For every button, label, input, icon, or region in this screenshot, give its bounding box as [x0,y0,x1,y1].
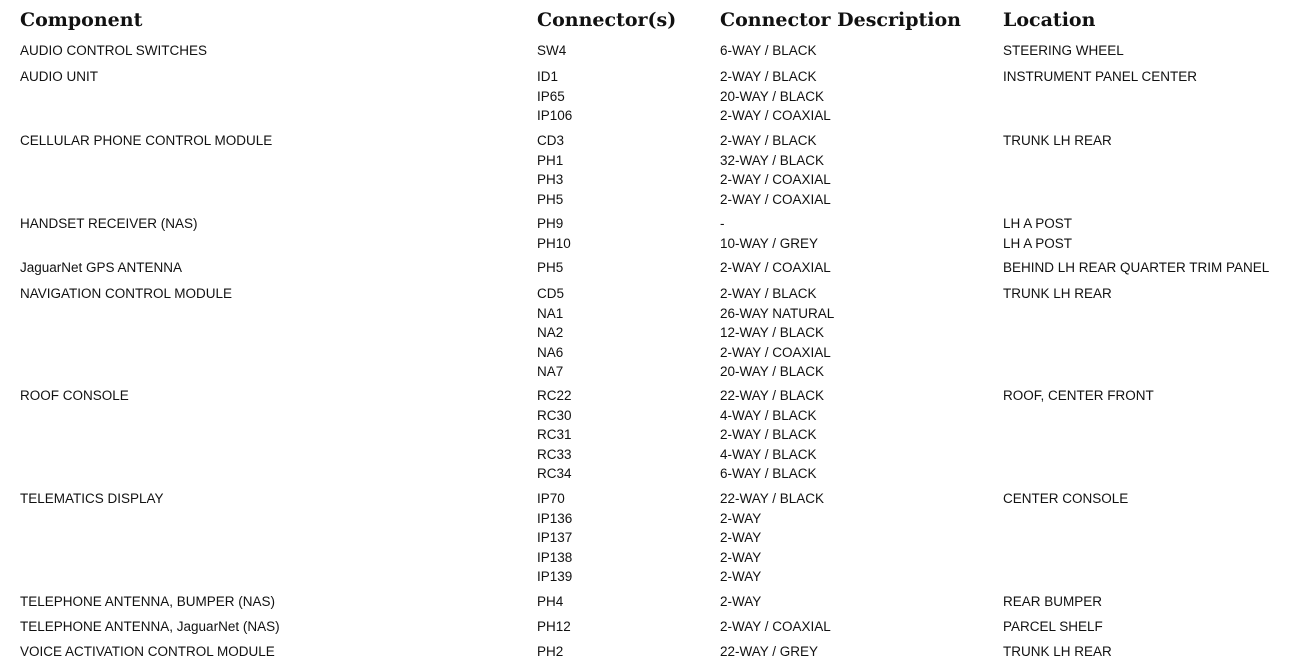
descriptions-value: 22-WAY / BLACK [720,388,825,403]
connectors-value: NA6 [537,344,564,360]
cell-component [20,258,182,278]
header-location: Location [1003,9,1096,31]
locations-value: BEHIND LH REAR QUARTER TRIM PANEL [1003,260,1270,275]
locations-value: CENTER CONSOLE [1003,491,1129,506]
cell-descriptions [720,284,834,382]
descriptions-value: 22-WAY / BLACK [720,491,825,506]
descriptions-value: 12-WAY / BLACK [720,325,825,340]
cell-locations [1003,386,1154,406]
cell-descriptions [720,258,831,278]
cell-descriptions [720,617,831,637]
component-name: TELEPHONE ANTENNA, JaguarNet (NAS) [20,619,280,634]
cell-component [20,617,280,637]
cell-connectors [537,258,563,278]
descriptions-value: - [720,216,725,231]
component-name: NAVIGATION CONTROL MODULE [20,286,233,301]
descriptions-value: 2-WAY / COAXIAL [720,108,831,123]
descriptions-value: 4-WAY / BLACK [720,446,817,462]
cell-locations [1003,489,1128,509]
cell-component [20,41,207,61]
descriptions-value: 2-WAY [720,510,762,526]
descriptions-value: 2-WAY [720,594,762,609]
cell-component [20,131,272,151]
descriptions-value: 22-WAY / GREY [720,644,819,659]
connectors-value: RC34 [537,466,572,481]
connectors-value: NA7 [537,364,564,379]
locations-value: LH A POST [1003,216,1073,231]
cell-component [20,67,98,87]
connectors-value: IP136 [537,510,573,526]
header-connector-description: Connector Description [720,9,961,31]
descriptions-value: 2-WAY [720,549,762,565]
connectors-value: PH9 [537,216,564,231]
cell-connectors [537,386,572,484]
cell-descriptions [720,642,818,662]
descriptions-value: 2-WAY [720,569,762,584]
cell-locations [1003,617,1103,637]
cell-connectors [537,284,564,382]
component-name: ROOF CONSOLE [20,388,129,403]
connectors-value: PH1 [537,152,564,168]
descriptions-value: 2-WAY / COAXIAL [720,344,831,360]
cell-component [20,642,275,662]
component-name: JaguarNet GPS ANTENNA [20,260,183,275]
cell-locations [1003,592,1102,612]
cell-descriptions [720,131,831,209]
component-name: TELEPHONE ANTENNA, BUMPER (NAS) [20,594,276,609]
cell-descriptions [720,489,824,587]
cell-connectors [537,214,571,253]
cell-component [20,386,129,406]
connectors-value: CD5 [537,286,565,301]
connectors-value: CD3 [537,133,565,148]
cell-descriptions [720,67,831,126]
cell-descriptions [720,386,824,484]
cell-connectors [537,642,563,662]
component-name: VOICE ACTIVATION CONTROL MODULE [20,644,275,659]
component-name: AUDIO CONTROL SWITCHES [20,43,208,58]
connectors-value: RC22 [537,388,572,403]
cell-connectors [537,592,563,612]
cell-locations [1003,258,1269,278]
descriptions-value: 32-WAY / BLACK [720,152,825,168]
connectors-value: IP65 [537,88,565,104]
locations-value: TRUNK LH REAR [1003,133,1112,148]
component-name: AUDIO UNIT [20,69,99,84]
component-name: HANDSET RECEIVER (NAS) [20,216,198,231]
connectors-value: RC31 [537,427,572,442]
cell-connectors [537,41,566,61]
cell-locations [1003,67,1197,87]
locations-value: STEERING WHEEL [1003,43,1124,58]
connectors-value: PH10 [537,235,571,251]
cell-component [20,489,164,509]
connectors-value: PH2 [537,644,564,659]
cell-component [20,284,232,304]
connectors-value: PH4 [537,594,564,609]
cell-locations [1003,284,1112,304]
locations-value: INSTRUMENT PANEL CENTER [1003,69,1198,84]
connectors-value: IP139 [537,569,573,584]
cell-component [20,592,275,612]
connectors-value: SW4 [537,43,567,58]
header-connectors: Connector(s) [537,9,677,31]
connectors-value: NA2 [537,325,564,340]
cell-descriptions [720,214,818,253]
locations-value: ROOF, CENTER FRONT [1003,388,1154,403]
descriptions-value: 2-WAY / COAXIAL [720,191,831,207]
connectors-value: NA1 [537,305,564,321]
cell-connectors [537,489,572,587]
connectors-value: IP70 [537,491,565,506]
header-component: Component [20,9,143,31]
descriptions-value: 10-WAY / GREY [720,235,819,251]
cell-locations [1003,642,1112,662]
component-name: TELEMATICS DISPLAY [20,491,164,506]
cell-locations [1003,214,1072,253]
descriptions-value: 2-WAY / BLACK [720,427,817,442]
descriptions-value: 2-WAY / COAXIAL [720,172,831,187]
descriptions-value: 2-WAY / BLACK [720,69,817,84]
connectors-value: IP138 [537,549,573,565]
descriptions-value: 2-WAY / BLACK [720,286,817,301]
cell-locations [1003,131,1112,151]
connectors-value: IP106 [537,108,573,123]
connectors-value: PH12 [537,619,571,634]
descriptions-value: 20-WAY / BLACK [720,364,825,379]
descriptions-value: 6-WAY / BLACK [720,43,817,58]
cell-connectors [537,131,564,209]
connectors-value: PH5 [537,260,564,275]
cell-locations [1003,41,1124,61]
locations-value: TRUNK LH REAR [1003,644,1112,659]
locations-value: REAR BUMPER [1003,594,1103,609]
descriptions-value: 2-WAY / COAXIAL [720,619,831,634]
cell-descriptions [720,41,817,61]
component-name: CELLULAR PHONE CONTROL MODULE [20,133,273,148]
connectors-value: PH3 [537,172,564,187]
locations-value: PARCEL SHELF [1003,619,1103,634]
connectors-value: IP137 [537,530,573,545]
descriptions-value: 26-WAY NATURAL [720,305,835,321]
descriptions-value: 2-WAY [720,530,762,545]
cell-component [20,214,198,234]
connectors-value: ID1 [537,69,559,84]
cell-descriptions [720,592,761,612]
locations-value: LH A POST [1003,235,1073,251]
descriptions-value: 20-WAY / BLACK [720,88,825,104]
connectors-value: PH5 [537,191,564,207]
descriptions-value: 4-WAY / BLACK [720,407,817,423]
descriptions-value: 2-WAY / COAXIAL [720,260,831,275]
descriptions-value: 6-WAY / BLACK [720,466,817,481]
locations-value: TRUNK LH REAR [1003,286,1112,301]
cell-connectors [537,617,571,637]
descriptions-value: 2-WAY / BLACK [720,133,817,148]
cell-connectors [537,67,572,126]
connectors-value: RC30 [537,407,572,423]
connectors-value: RC33 [537,446,572,462]
